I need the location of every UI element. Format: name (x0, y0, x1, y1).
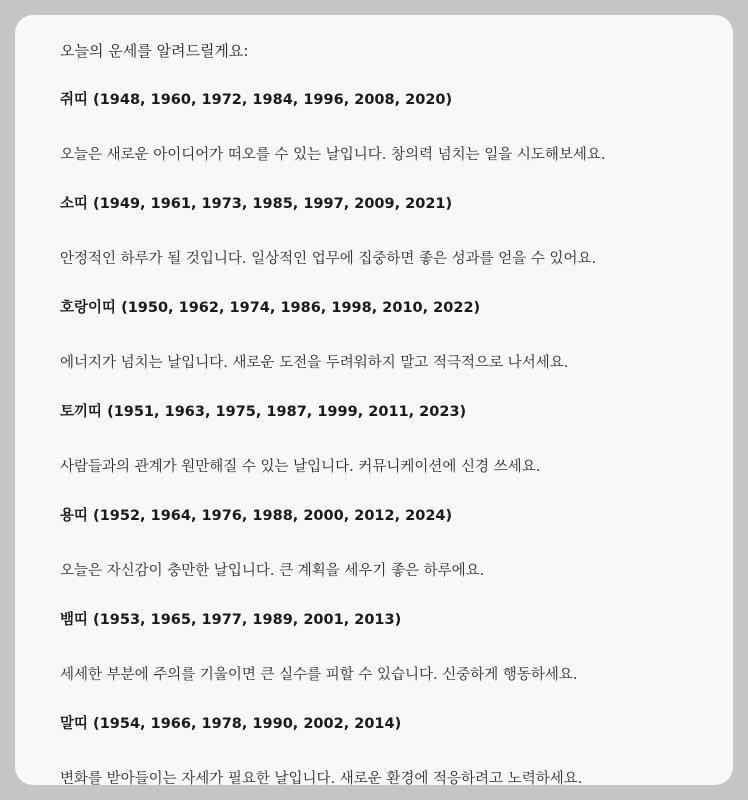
zodiac-title-tiger: 호랑이띠 (1950, 1962, 1974, 1986, 1998, 2010, 2022) (60, 300, 481, 316)
zodiac-fortune-dragon: 오늘은 자신감이 충만한 날입니다. 큰 계획을 세우기 좋은 하루에요. (60, 563, 485, 579)
chat-message-card (15, 15, 733, 785)
zodiac-title-horse: 말띠 (1954, 1966, 1978, 1990, 2002, 2014) (60, 716, 402, 732)
zodiac-title-rabbit: 토끼띠 (1951, 1963, 1975, 1987, 1999, 2011, 2023) (60, 404, 467, 420)
zodiac-title-ox: 소띠 (1949, 1961, 1973, 1985, 1997, 2009, 2021) (60, 196, 453, 212)
zodiac-fortune-rabbit: 사람들과의 관계가 원만해질 수 있는 날입니다. 커뮤니케이션에 신경 쓰세요. (60, 459, 541, 475)
zodiac-title-snake: 뱀띠 (1953, 1965, 1977, 1989, 2001, 2013) (60, 612, 402, 628)
zodiac-title-dragon: 용띠 (1952, 1964, 1976, 1988, 2000, 2012, 2024) (60, 508, 453, 524)
zodiac-fortune-horse: 변화를 받아들이는 자세가 필요한 날입니다. 새로운 환경에 적응하려고 노력하세요. (60, 771, 583, 785)
intro-text: 오늘의 운세를 알려드릴게요: (60, 42, 249, 60)
message-content (60, 39, 720, 785)
zodiac-fortune-tiger: 에너지가 넘치는 날입니다. 새로운 도전을 두려워하지 말고 적극적으로 나서세요. (60, 355, 569, 371)
zodiac-fortune-ox: 안정적인 하루가 될 것입니다. 일상적인 업무에 집중하면 좋은 성과를 얻을 수 있어요. (60, 251, 597, 267)
zodiac-fortune-rat: 오늘은 새로운 아이디어가 떠오를 수 있는 날입니다. 창의력 넘치는 일을 시도해보세요. (60, 147, 606, 163)
zodiac-fortune-snake: 세세한 부분에 주의를 기울이면 큰 실수를 피할 수 있습니다. 신중하게 행동하세요. (60, 667, 578, 683)
zodiac-title-rat: 쥐띠 (1948, 1960, 1972, 1984, 1996, 2008, 2020) (60, 92, 453, 108)
